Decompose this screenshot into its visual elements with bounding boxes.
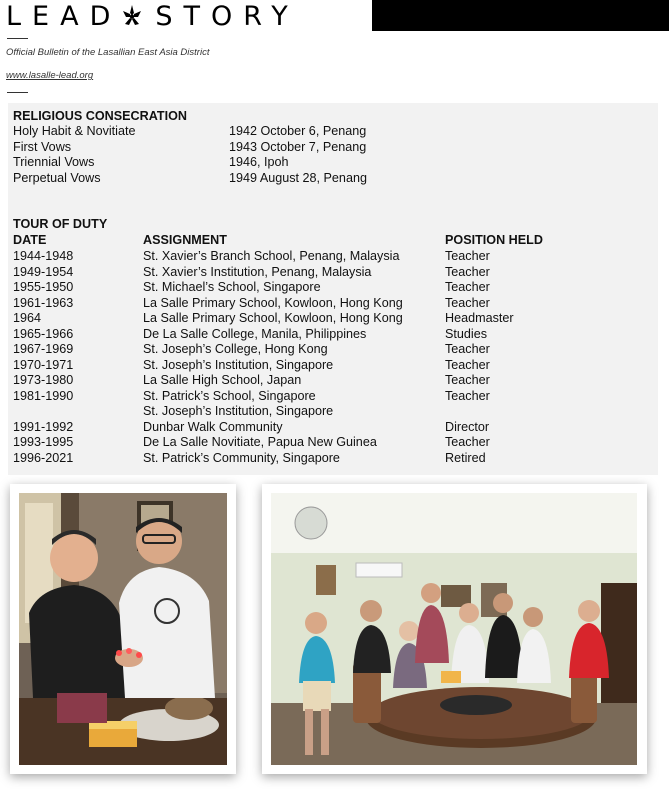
duty-position: Director — [445, 419, 490, 434]
column-header-position: POSITION HELD — [445, 233, 543, 247]
logo-left-text: LEAD — [6, 0, 122, 32]
duty-date: 1961-1963 — [13, 295, 74, 310]
duty-assignment: De La Salle College, Manila, Philippines — [143, 326, 367, 341]
header-black-bar — [372, 0, 669, 31]
duty-assignment: St. Xavier’s Branch School, Penang, Malaysia — [143, 249, 400, 263]
content-panel — [8, 103, 658, 475]
duty-date: 1973-1980 — [13, 373, 74, 387]
duty-position: Teacher — [445, 280, 490, 294]
duty-date: 1965-1966 — [13, 326, 74, 341]
duty-date: 1993-1995 — [13, 435, 74, 449]
duty-assignment: La Salle Primary School, Kowloon, Hong Kong — [143, 295, 403, 310]
duty-position: Teacher — [445, 388, 490, 403]
duty-position: Teacher — [445, 373, 490, 387]
column-header-date: DATE — [13, 233, 47, 247]
duty-assignment: St. Patrick’s Community, Singapore — [143, 450, 340, 465]
duty-assignment: La Salle Primary School, Kowloon, Hong Kong — [143, 311, 403, 325]
photo-image — [271, 493, 637, 765]
column-header-assignment: ASSIGNMENT — [143, 233, 227, 247]
duty-position: Studies — [445, 326, 488, 341]
duty-date: 1970-1971 — [13, 357, 74, 372]
duty-position: Teacher — [445, 435, 490, 449]
photo-image — [19, 493, 227, 765]
duty-assignment: Dunbar Walk Community — [143, 419, 283, 434]
consecration-label: Holy Habit & Novitiate — [13, 124, 136, 138]
duty-date: 1964 — [13, 311, 42, 325]
logo — [6, 1, 299, 32]
url-divider — [7, 92, 28, 93]
duty-position: Teacher — [445, 264, 490, 279]
duty-position: Retired — [445, 450, 486, 465]
duty-assignment: St. Michael’s School, Singapore — [143, 280, 321, 294]
duty-position: Headmaster — [445, 311, 514, 325]
duty-assignment: La Salle High School, Japan — [143, 373, 302, 387]
duty-position: Teacher — [445, 295, 490, 310]
bulletin-subtitle: Official Bulletin of the Lasallian East Asia District — [6, 47, 210, 58]
duty-date: 1955-1950 — [13, 280, 74, 294]
consecration-value: 1942 October 6, Penang — [229, 124, 367, 138]
duty-date: 1967-1969 — [13, 342, 74, 356]
consecration-value: 1949 August 28, Penang — [229, 171, 367, 185]
consecration-label: Triennial Vows — [13, 155, 95, 169]
consecration-value: 1946, Ipoh — [229, 155, 289, 169]
photo-cake-presentation — [10, 484, 236, 774]
duty-position: Teacher — [445, 342, 490, 356]
duty-assignment: St. Patrick’s School, Singapore — [143, 388, 316, 403]
logo-right-text: STORY — [155, 0, 299, 32]
masthead — [6, 0, 299, 32]
consecration-label: First Vows — [13, 140, 72, 154]
duty-date: 1981-1990 — [13, 388, 74, 403]
duty-date: 1996-2021 — [13, 450, 74, 465]
consecration-heading: RELIGIOUS CONSECRATION — [13, 109, 187, 123]
header-divider — [7, 38, 28, 39]
duty-date: 1991-1992 — [13, 419, 74, 434]
duty-date: 1949-1954 — [13, 264, 74, 279]
duty-date: 1944-1948 — [13, 249, 74, 263]
duty-assignment: St. Joseph’s College, Hong Kong — [143, 342, 328, 356]
website-link[interactable]: www.lasalle-lead.org — [6, 70, 94, 81]
duty-position: Teacher — [445, 249, 490, 263]
duty-assignment: St. Joseph’s Institution, Singapore — [143, 357, 334, 372]
star-emblem-icon — [119, 3, 145, 29]
duty-assignment: St. Joseph’s Institution, Singapore — [143, 404, 334, 418]
duty-assignment: De La Salle Novitiate, Papua New Guinea — [143, 435, 377, 449]
duty-position: Teacher — [445, 357, 490, 372]
consecration-label: Perpetual Vows — [13, 171, 101, 185]
photo-group-dinner — [262, 484, 647, 774]
duty-assignment: St. Xavier’s Institution, Penang, Malaysia — [143, 264, 372, 279]
consecration-value: 1943 October 7, Penang — [229, 140, 367, 154]
duty-heading: TOUR OF DUTY — [13, 217, 108, 231]
